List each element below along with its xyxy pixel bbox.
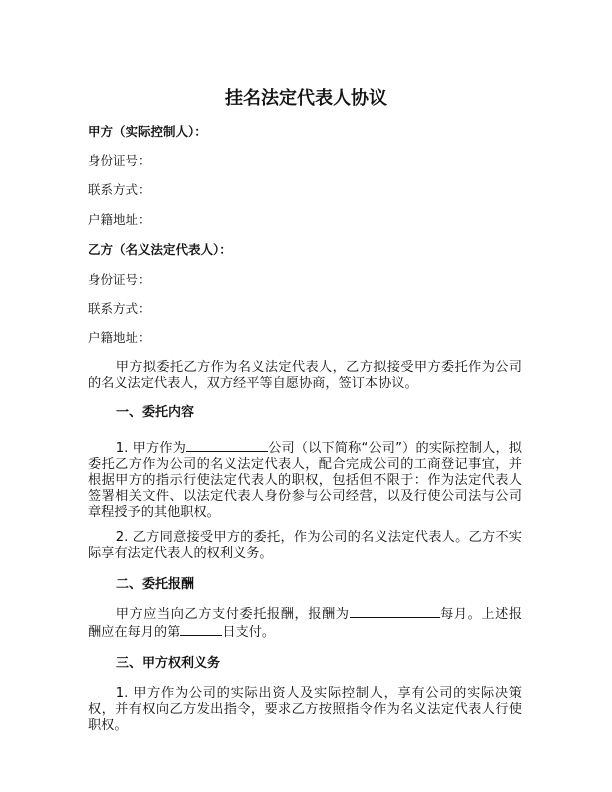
- section-2-heading: 二、委托报酬: [116, 577, 195, 592]
- payment-day-blank[interactable]: [180, 623, 222, 636]
- text: 日支付。: [222, 625, 276, 640]
- document-title: 挂名法定代表人协议: [225, 88, 387, 109]
- intro-paragraph: 甲方拟委托乙方作为名义法定代表人，乙方拟接受甲方委托作为公司的名义法定代表人，双方经平等自愿协商，签订本协议。: [88, 360, 522, 391]
- text: 每月。上述报酬应在每月的第: [88, 607, 523, 640]
- section-2-paragraph: [88, 605, 522, 641]
- party-b-id-label: 身份证号：: [88, 272, 151, 287]
- party-b-contact-label: 联系方式：: [88, 301, 151, 316]
- company-name-blank[interactable]: [186, 439, 268, 452]
- section-3-paragraph-1: 1. 甲方作为公司的实际出资人及实际控制人，享有公司的实际决策权，并有权向乙方发出指令，要求乙方按照指令作为名义法定代表人行使职权。: [88, 686, 522, 733]
- text: 公司（以下简称“公司”）的实际控制人，拟委托乙方作为公司的名义法定代表人，配合完成公司的工商登记事宜，并根据甲方的指示行使法定代表人的职权，包括但不限于：作为法定代表人签署相关文件、以法定代表人身份参与公司经营，以及行使公司法与公司章程授予的其他职权。: [88, 441, 522, 520]
- document-body: [88, 124, 522, 774]
- party-a-id-label: 身份证号：: [88, 153, 151, 168]
- party-a-contact-label: 联系方式：: [88, 182, 151, 197]
- party-a-address-label: 户籍地址：: [88, 212, 151, 227]
- remuneration-blank[interactable]: [350, 605, 440, 618]
- section-1-paragraph-2: 2. 乙方同意接受甲方的委托，作为公司的名义法定代表人。乙方不实际享有法定代表人的权利义务。: [88, 530, 522, 561]
- section-1-paragraph-1: [88, 439, 522, 521]
- party-b-address-label: 户籍地址：: [88, 330, 151, 345]
- section-3-heading: 三、甲方权利义务: [116, 656, 221, 671]
- text: 1. 甲方作为: [115, 441, 186, 456]
- section-1-heading: 一、委托内容: [116, 405, 195, 420]
- party-b-heading: 乙方（名义法定代表人）：: [88, 242, 232, 257]
- party-a-heading: 甲方（实际控制人）：: [88, 124, 207, 139]
- text: 甲方应当向乙方支付委托报酬，报酬为: [115, 607, 350, 622]
